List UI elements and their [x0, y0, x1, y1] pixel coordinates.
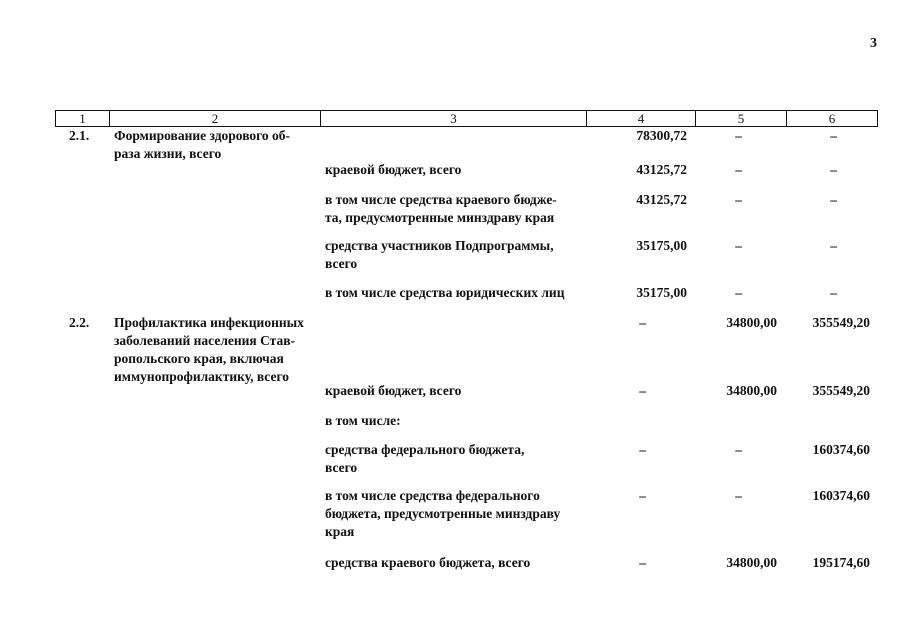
row-label-line: в том числе средства краевого бюдже- — [325, 192, 557, 207]
row-label-line: всего — [325, 460, 358, 475]
cell-col4: 35175,00 — [636, 285, 687, 300]
cell-col4: – — [639, 383, 646, 398]
cell-col4: 78300,72 — [636, 128, 687, 143]
cell-col5: – — [735, 162, 742, 177]
cell-col6: 160374,60 — [812, 442, 870, 457]
row-label — [325, 237, 581, 273]
section-code: 2.1. — [69, 128, 90, 143]
row-label: краевой бюджет, всего — [325, 162, 462, 177]
row-label: в том числе: — [325, 413, 401, 428]
section-title-line: раза жизни, всего — [114, 146, 222, 161]
header-col-2: 2 — [110, 111, 321, 126]
cell-col6: – — [830, 238, 837, 253]
row-label: в том числе средства юридических лиц — [325, 285, 565, 300]
page-number: 3 — [870, 36, 877, 51]
cell-col5: – — [735, 488, 742, 503]
section-title-line: ропольского края, включая — [114, 351, 284, 366]
cell-col6: 195174,60 — [812, 555, 870, 570]
row-label: средства краевого бюджета, всего — [325, 555, 531, 570]
section-title — [114, 127, 315, 163]
cell-col6: 355549,20 — [812, 383, 870, 398]
section-code: 2.2. — [69, 315, 90, 330]
section-title-line: иммунопрофилактику, всего — [114, 369, 289, 384]
cell-col4: 43125,72 — [636, 162, 687, 177]
row-label — [325, 487, 581, 541]
row-label-line: всего — [325, 256, 358, 271]
header-col-5: 5 — [696, 111, 787, 126]
cell-col5: 34800,00 — [726, 383, 777, 398]
cell-col5: 34800,00 — [726, 555, 777, 570]
row-label-line: средства федерального бюджета, — [325, 442, 525, 457]
cell-col5: – — [735, 442, 742, 457]
section-title — [114, 314, 315, 386]
cell-col6: – — [830, 128, 837, 143]
header-col-3: 3 — [321, 111, 587, 126]
cell-col4: – — [639, 555, 646, 570]
cell-col5: – — [735, 128, 742, 143]
cell-col6: 355549,20 — [812, 315, 870, 330]
cell-col4: 35175,00 — [636, 238, 687, 253]
row-label: краевой бюджет, всего — [325, 383, 462, 398]
section-title-line: заболеваний населения Став- — [114, 333, 296, 348]
cell-col4: 43125,72 — [636, 192, 687, 207]
table-header-row — [55, 110, 878, 127]
header-col-6: 6 — [828, 111, 836, 126]
section-title-line: Формирование здорового об- — [114, 128, 291, 143]
row-label-line: бюджета, предусмотренные минздраву — [325, 506, 561, 521]
row-label-line: в том числе средства федерального — [325, 488, 540, 503]
row-label-line: та, предусмотренные минздраву края — [325, 210, 555, 225]
cell-col6: – — [830, 192, 837, 207]
row-label-line: края — [325, 524, 355, 539]
cell-col4: – — [639, 315, 646, 330]
cell-col6: – — [830, 285, 837, 300]
header-col-4: 4 — [587, 111, 696, 126]
cell-col4: – — [639, 442, 646, 457]
row-label — [325, 191, 581, 227]
cell-col5: 34800,00 — [726, 315, 777, 330]
row-label-line: средства участников Подпрограммы, — [325, 238, 554, 253]
cell-col5: – — [735, 285, 742, 300]
cell-col6: – — [830, 162, 837, 177]
cell-col5: – — [735, 192, 742, 207]
row-label — [325, 441, 581, 477]
cell-col4: – — [639, 488, 646, 503]
section-title-line: Профилактика инфекционных — [114, 315, 304, 330]
header-col-1: 1 — [56, 111, 110, 126]
cell-col6: 160374,60 — [812, 488, 870, 503]
cell-col5: – — [735, 238, 742, 253]
